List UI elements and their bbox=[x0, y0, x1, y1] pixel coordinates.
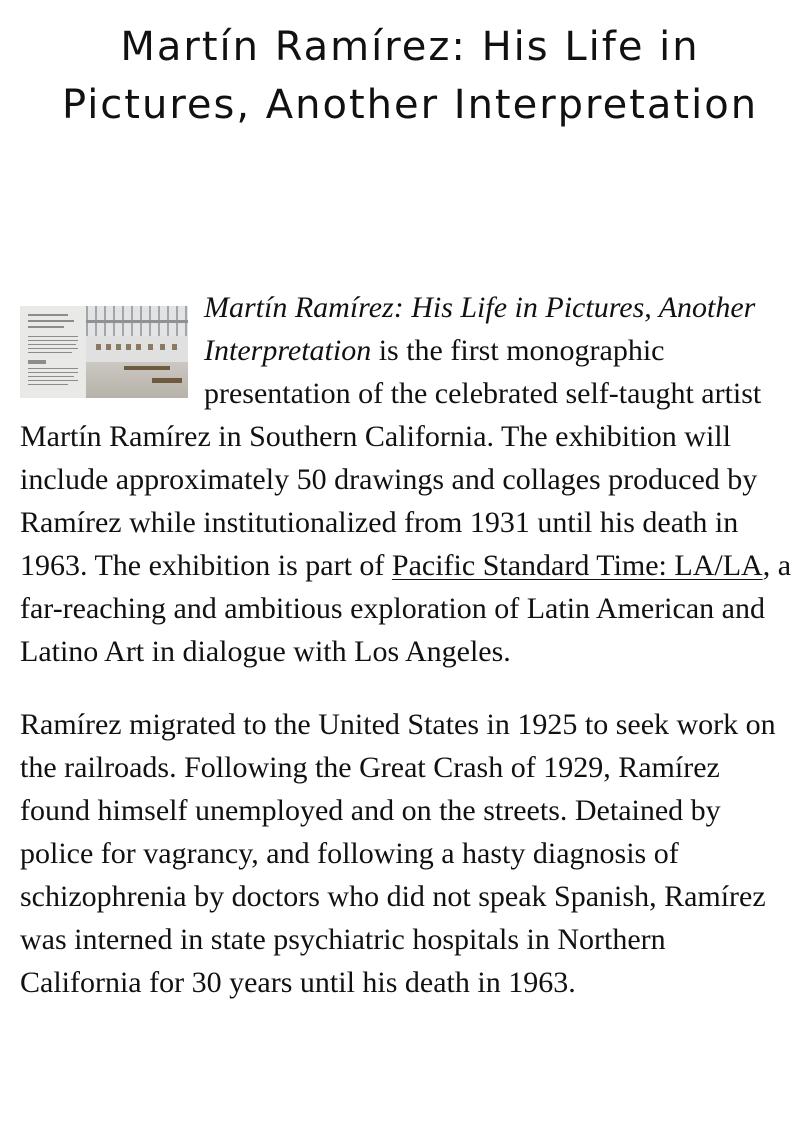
exhibition-title-italic: Martín Ramírez: His Life in Pictures, Another Interpretation bbox=[204, 291, 756, 367]
intro-text-part-2: , a far-reaching and ambitious exploration of Latin American and Latino Art in dialogue with Los Angeles. bbox=[20, 549, 792, 668]
wall-text-panel bbox=[20, 306, 86, 398]
biography-paragraph: Ramírez migrated to the United States in 1925 to seek work on the railroads. Following the Great Crash of 1929, Ramírez found himself unemployed and on the streets. Detained by police for vagrancy, and following a hasty diagnosis of schizophrenia by doctors who did not speak Spanish, Ramírez was interned in state psychiatric hospitals in Northern California for 30 years until his death in 1963. bbox=[20, 708, 776, 999]
intro-text-part-1: is the first monographic presentation of the celebrated self-taught artist Martín Ramírez in Southern California. The exhibition will include approximately 50 drawings and collages produced by Ramírez while institutionalized from 1931 until his death in 1963. The exhibition is part of bbox=[20, 334, 762, 582]
page-title: Martín Ramírez: His Life in Pictures, Another Interpretation bbox=[61, 24, 759, 128]
exhibition-gallery-image bbox=[20, 306, 188, 398]
pacific-standard-time-link[interactable]: Pacific Standard Time: LA/LA bbox=[391, 549, 763, 582]
intro-paragraph bbox=[20, 286, 792, 673]
article-body bbox=[20, 286, 792, 1004]
